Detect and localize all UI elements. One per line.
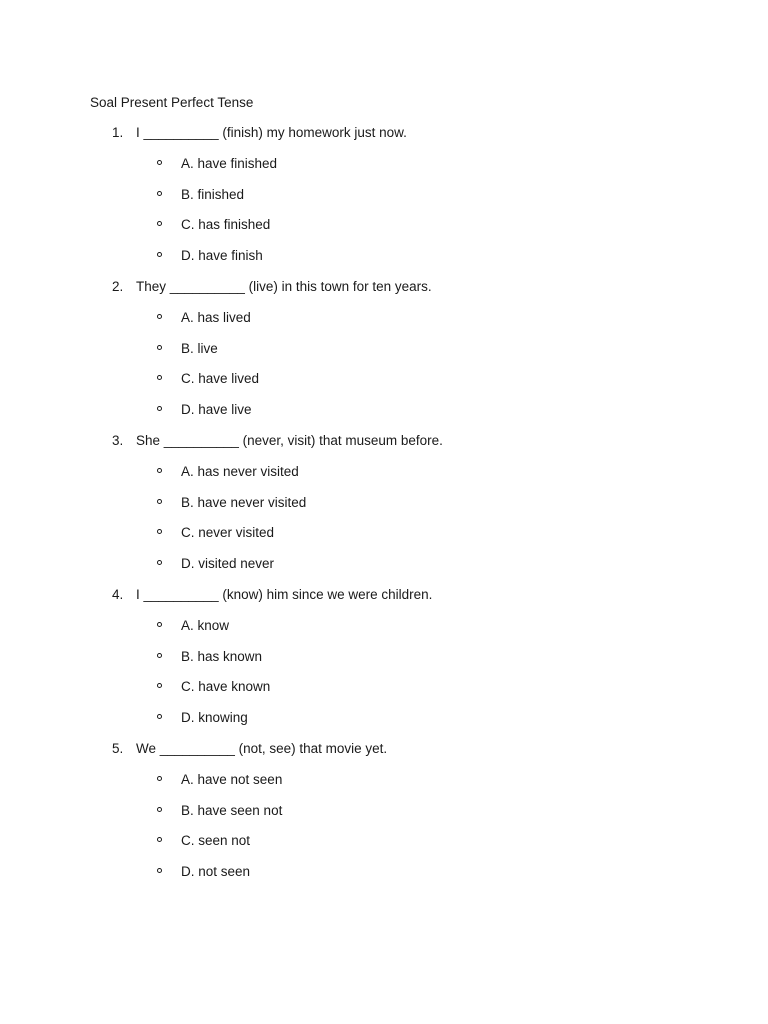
option-text: B. has known <box>181 648 263 664</box>
question-list <box>0 124 768 894</box>
option-list <box>0 155 768 278</box>
option-item <box>0 247 768 278</box>
option-text: A. know <box>181 617 230 633</box>
option-text: A. have not seen <box>181 771 283 787</box>
option-text: C. never visited <box>181 525 275 541</box>
question-text: We __________ (not, see) that movie yet. <box>136 740 388 756</box>
question-text: I __________ (finish) my homework just now. <box>136 125 407 140</box>
option-item <box>0 463 768 494</box>
option-text: C. have known <box>181 679 271 695</box>
option-text: D. have live <box>181 402 252 418</box>
question-2 <box>0 278 768 432</box>
circle-bullet-icon <box>157 221 162 226</box>
option-text: D. visited never <box>181 556 275 572</box>
option-list <box>0 771 768 894</box>
circle-bullet-icon <box>157 191 162 196</box>
question-number: 2. <box>112 278 124 294</box>
option-item <box>0 555 768 586</box>
option-item <box>0 155 768 186</box>
question-4 <box>0 586 768 740</box>
option-text: A. have finished <box>181 155 278 171</box>
question-text: They __________ (live) in this town for ten years. <box>136 278 432 294</box>
option-item <box>0 370 768 401</box>
circle-bullet-icon <box>157 560 162 565</box>
circle-bullet-icon <box>157 868 162 873</box>
question-number: 5. <box>112 740 124 756</box>
question-text: I __________ (know) him since we were children. <box>136 586 433 602</box>
question-1 <box>0 124 768 278</box>
question-3 <box>0 432 768 586</box>
circle-bullet-icon <box>157 837 162 842</box>
document-title: Soal Present Perfect Tense <box>90 95 254 110</box>
option-item <box>0 309 768 340</box>
option-item <box>0 617 768 648</box>
question-text: She __________ (never, visit) that museum before. <box>136 432 443 448</box>
option-text: B. have seen not <box>181 802 283 818</box>
circle-bullet-icon <box>157 345 162 350</box>
option-item <box>0 832 768 863</box>
question-line <box>0 586 768 617</box>
option-list <box>0 617 768 740</box>
option-text: D. knowing <box>181 710 248 726</box>
question-number: 1. <box>112 125 124 140</box>
question-line <box>0 124 768 155</box>
circle-bullet-icon <box>157 314 162 319</box>
option-item <box>0 216 768 247</box>
circle-bullet-icon <box>157 622 162 627</box>
circle-bullet-icon <box>157 807 162 812</box>
option-text: A. has lived <box>181 309 251 325</box>
circle-bullet-icon <box>157 468 162 473</box>
option-text: C. seen not <box>181 833 251 849</box>
question-5 <box>0 740 768 894</box>
question-number: 3. <box>112 432 124 448</box>
option-list <box>0 309 768 432</box>
circle-bullet-icon <box>157 776 162 781</box>
option-list <box>0 463 768 586</box>
option-item <box>0 802 768 833</box>
option-item <box>0 709 768 740</box>
circle-bullet-icon <box>157 160 162 165</box>
circle-bullet-icon <box>157 683 162 688</box>
option-item <box>0 524 768 555</box>
circle-bullet-icon <box>157 252 162 257</box>
option-item <box>0 340 768 371</box>
option-text: C. have lived <box>181 371 260 387</box>
circle-bullet-icon <box>157 714 162 719</box>
option-text: D. not seen <box>181 864 251 880</box>
question-line <box>0 740 768 771</box>
question-number: 4. <box>112 586 124 602</box>
option-item <box>0 678 768 709</box>
option-text: D. have finish <box>181 248 263 264</box>
option-item <box>0 186 768 217</box>
option-item <box>0 771 768 802</box>
circle-bullet-icon <box>157 406 162 411</box>
option-text: B. have never visited <box>181 494 307 510</box>
question-line <box>0 278 768 309</box>
option-item <box>0 494 768 525</box>
option-item <box>0 648 768 679</box>
option-text: C. has finished <box>181 217 271 233</box>
option-item <box>0 863 768 894</box>
circle-bullet-icon <box>157 529 162 534</box>
option-text: B. finished <box>181 186 245 202</box>
option-item <box>0 401 768 432</box>
circle-bullet-icon <box>157 375 162 380</box>
option-text: A. has never visited <box>181 463 299 479</box>
option-text: B. live <box>181 340 218 356</box>
question-line <box>0 432 768 463</box>
circle-bullet-icon <box>157 499 162 504</box>
circle-bullet-icon <box>157 653 162 658</box>
